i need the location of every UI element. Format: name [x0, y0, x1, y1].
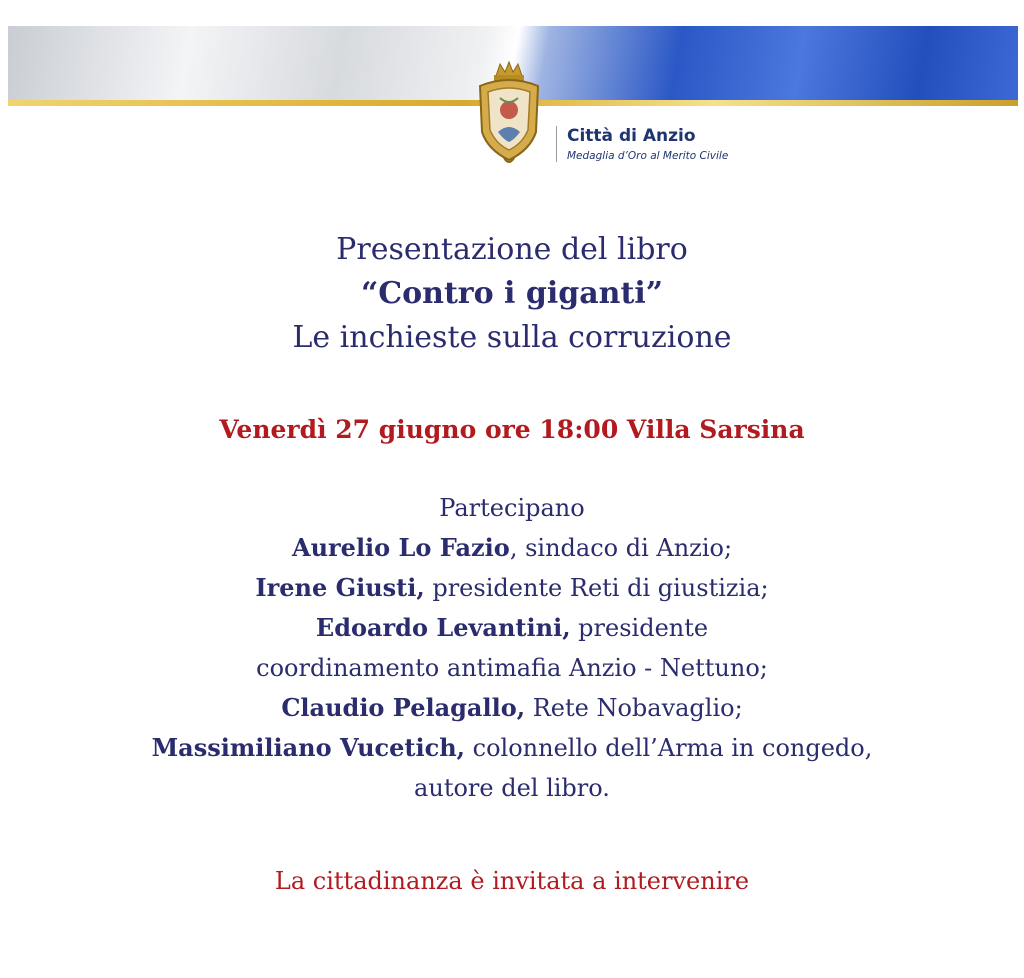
participant-name: Edoardo Levantini, [315, 613, 571, 642]
event-date-line: Venerdì 27 giugno ore 18:00 Villa Sarsina [219, 415, 805, 444]
participant-item [0, 528, 1024, 568]
logo-separator [556, 126, 557, 162]
participant-name: Claudio Pelagallo, [281, 693, 526, 722]
participant-item [0, 688, 1024, 728]
book-subtitle: Le inchieste sulla corruzione [292, 320, 732, 355]
participant-role: presidente [570, 614, 709, 642]
participant-role: colonnello dell’Arma in congedo, [465, 734, 873, 762]
participants-list [0, 488, 1024, 808]
participant-name: Irene Giusti, [255, 573, 425, 602]
city-crest-icon [474, 60, 544, 170]
closing-invitation: La cittadinanza è invitata a intervenire [274, 867, 750, 895]
participant-item [0, 608, 1024, 648]
participant-role: presidente Reti di giustizia; [424, 574, 769, 602]
participant-role-continued: coordinamento antimafia Anzio - Nettuno; [256, 654, 768, 682]
brand-subtitle: Medaglia d’Oro al Merito Civile [567, 150, 729, 162]
participant-name: Aurelio Lo Fazio [291, 533, 510, 562]
book-title: “Contro i giganti” [360, 276, 664, 311]
participants-heading: Partecipano [439, 494, 585, 522]
participant-name: Massimiliano Vucetich, [151, 733, 466, 762]
participant-role: Rete Nobavaglio; [525, 694, 743, 722]
participant-role: , sindaco di Anzio; [509, 534, 733, 562]
brand-title: Città di Anzio [567, 126, 696, 146]
participant-item [0, 568, 1024, 608]
intro-line: Presentazione del libro [336, 232, 688, 267]
participant-item [0, 728, 1024, 768]
book-intro [0, 228, 1024, 360]
participant-role-continued: autore del libro. [414, 774, 610, 802]
